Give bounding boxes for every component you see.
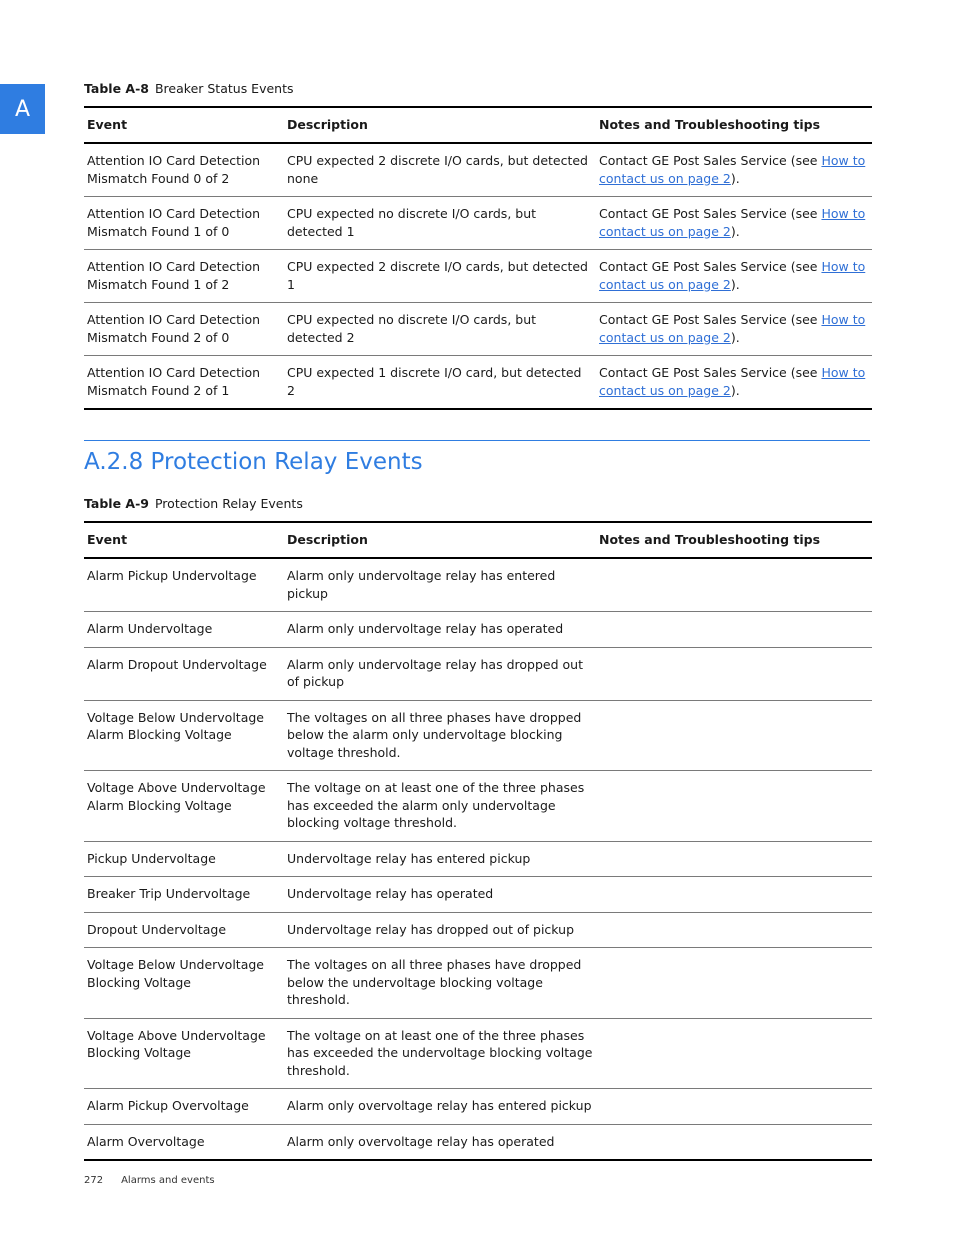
table-a8-number: Table A-8 [84, 81, 149, 96]
event-cell: Voltage Above Undervoltage Blocking Voltage [84, 1018, 284, 1089]
note-suffix: ). [730, 382, 740, 398]
table-a9-number: Table A-9 [84, 496, 149, 511]
table-row [84, 1124, 872, 1160]
description-cell: Alarm only overvoltage relay has operated [284, 1124, 596, 1160]
table-row [84, 948, 872, 1019]
description-cell: CPU expected no discrete I/O cards, but detected 1 [284, 197, 596, 250]
notes-cell [596, 143, 872, 197]
table-row [84, 912, 872, 948]
event-cell: Alarm Overvoltage [84, 1124, 284, 1160]
event-cell: Alarm Dropout Undervoltage [84, 647, 284, 700]
contact-link[interactable]: How to contact us on page 2 [599, 312, 866, 345]
notes-cell [596, 303, 872, 356]
note-text: Contact GE Post Sales Service (see [599, 206, 822, 221]
header-notes: Notes and Troubleshooting tips [596, 522, 872, 558]
notes-cell [596, 948, 872, 1019]
table-row [84, 197, 872, 250]
table-header-row [84, 107, 872, 143]
table-row [84, 1089, 872, 1125]
description-cell: CPU expected 1 discrete I/O card, but detected 2 [284, 356, 596, 410]
note-suffix: ). [730, 223, 740, 239]
event-cell: Voltage Below Undervoltage Blocking Voltage [84, 948, 284, 1019]
notes-cell [596, 700, 872, 771]
section-title: A.2.8 Protection Relay Events [84, 449, 423, 475]
table-row [84, 771, 872, 842]
table-row [84, 841, 872, 877]
table-row [84, 356, 872, 410]
note-suffix: ). [730, 170, 740, 186]
description-cell: The voltage on at least one of the three phases has exceeded the undervoltage blocking voltage threshold. [284, 1018, 596, 1089]
table-row [84, 1018, 872, 1089]
chapter-tab: A [0, 84, 45, 134]
table-row [84, 612, 872, 648]
event-cell: Dropout Undervoltage [84, 912, 284, 948]
header-notes: Notes and Troubleshooting tips [596, 107, 872, 143]
notes-cell [596, 1089, 872, 1125]
event-cell: Alarm Pickup Undervoltage [84, 558, 284, 612]
notes-cell [596, 912, 872, 948]
description-cell: The voltage on at least one of the three phases has exceeded the alarm only undervoltage blocking voltage threshold. [284, 771, 596, 842]
notes-cell [596, 1124, 872, 1160]
description-cell: CPU expected no discrete I/O cards, but detected 2 [284, 303, 596, 356]
event-cell: Breaker Trip Undervoltage [84, 877, 284, 913]
event-cell: Alarm Undervoltage [84, 612, 284, 648]
table-a8-title: Breaker Status Events [154, 81, 294, 96]
description-cell: Undervoltage relay has dropped out of pickup [284, 912, 596, 948]
note-text: Contact GE Post Sales Service (see [599, 312, 822, 327]
table-row [84, 303, 872, 356]
contact-link[interactable]: How to contact us on page 2 [599, 259, 866, 292]
description-cell: Alarm only undervoltage relay has entered pickup [284, 558, 596, 612]
notes-cell [596, 771, 872, 842]
table-row [84, 143, 872, 197]
event-cell: Alarm Pickup Overvoltage [84, 1089, 284, 1125]
footer-section-name: Alarms and events [121, 1175, 215, 1186]
table-a8 [84, 106, 872, 410]
notes-cell [596, 250, 872, 303]
notes-cell [596, 841, 872, 877]
notes-cell [596, 877, 872, 913]
table-a9-title: Protection Relay Events [154, 496, 303, 511]
note-suffix: ). [730, 329, 740, 345]
description-cell: The voltages on all three phases have dropped below the alarm only undervoltage blocking voltage threshold. [284, 700, 596, 771]
notes-cell [596, 356, 872, 410]
header-event: Event [84, 522, 284, 558]
notes-cell [596, 558, 872, 612]
event-cell: Voltage Below Undervoltage Alarm Blocking Voltage [84, 700, 284, 771]
table-a9 [84, 521, 872, 1161]
event-cell: Attention IO Card Detection Mismatch Found 2 of 0 [84, 303, 284, 356]
event-cell: Pickup Undervoltage [84, 841, 284, 877]
header-event: Event [84, 107, 284, 143]
description-cell: Undervoltage relay has operated [284, 877, 596, 913]
description-cell: Undervoltage relay has entered pickup [284, 841, 596, 877]
notes-cell [596, 197, 872, 250]
table-a9-caption [84, 496, 303, 511]
table-header-row [84, 522, 872, 558]
description-cell: CPU expected 2 discrete I/O cards, but detected none [284, 143, 596, 197]
table-row [84, 877, 872, 913]
description-cell: Alarm only overvoltage relay has entered pickup [284, 1089, 596, 1125]
header-description: Description [284, 522, 596, 558]
table-row [84, 647, 872, 700]
event-cell: Attention IO Card Detection Mismatch Found 2 of 1 [84, 356, 284, 410]
table-row [84, 700, 872, 771]
table-row [84, 558, 872, 612]
note-text: Contact GE Post Sales Service (see [599, 153, 822, 168]
notes-cell [596, 647, 872, 700]
table-row [84, 250, 872, 303]
contact-link[interactable]: How to contact us on page 2 [599, 206, 866, 239]
description-cell: Alarm only undervoltage relay has dropped out of pickup [284, 647, 596, 700]
event-cell: Voltage Above Undervoltage Alarm Blocking Voltage [84, 771, 284, 842]
description-cell: CPU expected 2 discrete I/O cards, but detected 1 [284, 250, 596, 303]
note-suffix: ). [730, 276, 740, 292]
event-cell: Attention IO Card Detection Mismatch Found 1 of 2 [84, 250, 284, 303]
description-cell: Alarm only undervoltage relay has operated [284, 612, 596, 648]
contact-link[interactable]: How to contact us on page 2 [599, 365, 866, 398]
page-footer [84, 1175, 215, 1186]
event-cell: Attention IO Card Detection Mismatch Found 1 of 0 [84, 197, 284, 250]
contact-link[interactable]: How to contact us on page 2 [599, 153, 866, 186]
header-description: Description [284, 107, 596, 143]
event-cell: Attention IO Card Detection Mismatch Found 0 of 2 [84, 143, 284, 197]
notes-cell [596, 1018, 872, 1089]
note-text: Contact GE Post Sales Service (see [599, 365, 822, 380]
note-text: Contact GE Post Sales Service (see [599, 259, 822, 274]
page-number: 272 [84, 1175, 104, 1186]
section-divider [84, 440, 870, 441]
notes-cell [596, 612, 872, 648]
table-a8-caption [84, 81, 294, 96]
description-cell: The voltages on all three phases have dropped below the undervoltage blocking voltage threshold. [284, 948, 596, 1019]
